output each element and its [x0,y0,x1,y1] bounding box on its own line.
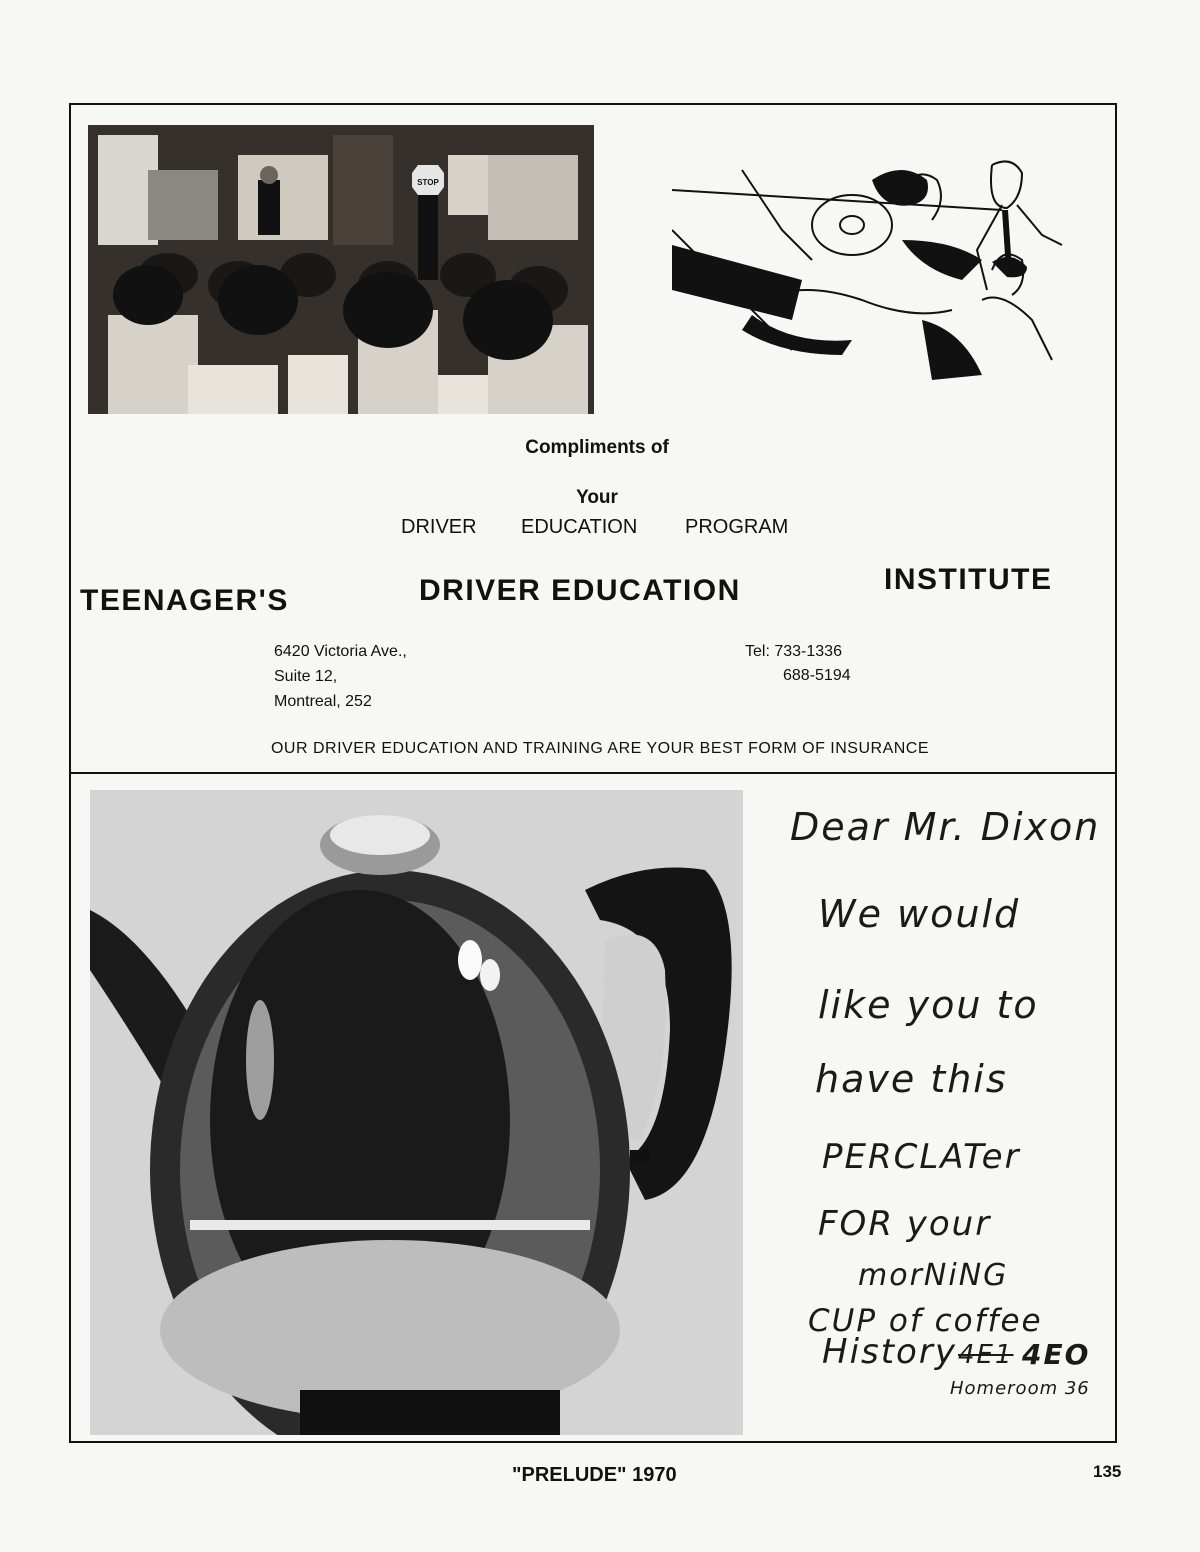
address-line-suite: Suite 12, [274,668,338,685]
note-line-1: Dear Mr. Dixon [790,805,1101,849]
your-text: Your [576,487,618,508]
institute-word-teenagers: TEENAGER'S [80,584,289,617]
stop-sign-text: STOP [417,178,439,187]
program-word-driver: DRIVER [401,516,477,538]
program-word-education: EDUCATION [521,516,638,538]
insurance-tagline: OUR DRIVER EDUCATION AND TRAINING ARE YOUR BEST FORM OF INSURANCE [270,740,930,757]
signature-history: History [822,1332,957,1372]
class-struck-text: 4E1 [958,1340,1014,1370]
phone-line-2: 688-5194 [783,667,851,684]
note-line-8: CUP of coffee [808,1303,1043,1339]
institute-word-driver-education: DRIVER EDUCATION [419,574,741,607]
note-line-5: PERCLATer [822,1137,1021,1177]
footer-title: "PRELUDE" 1970 [512,1464,677,1486]
classroom-photo [88,125,594,414]
note-line-2: We would [818,892,1021,936]
compliments-of-text: Compliments of [525,437,669,458]
note-line-4: have this [815,1057,1008,1101]
program-word-program: PROGRAM [685,516,789,538]
percolator-photo [90,790,743,1435]
homeroom-text: Homeroom 36 [950,1378,1090,1399]
institute-word-institute: INSTITUTE [884,563,1053,596]
address-line-street: 6420 Victoria Ave., [274,643,407,660]
driving-lesson-illustration [672,150,1067,380]
address-line-city: Montreal, 252 [274,693,372,710]
section-divider [69,772,1117,774]
note-line-3: like you to [818,983,1039,1027]
note-line-7: morNiNG [858,1258,1009,1293]
class-text: 4EO [1022,1338,1091,1371]
note-line-6: FOR your [818,1204,992,1244]
page-number: 135 [1093,1462,1122,1481]
phone-line-1: Tel: 733-1336 [745,643,842,660]
